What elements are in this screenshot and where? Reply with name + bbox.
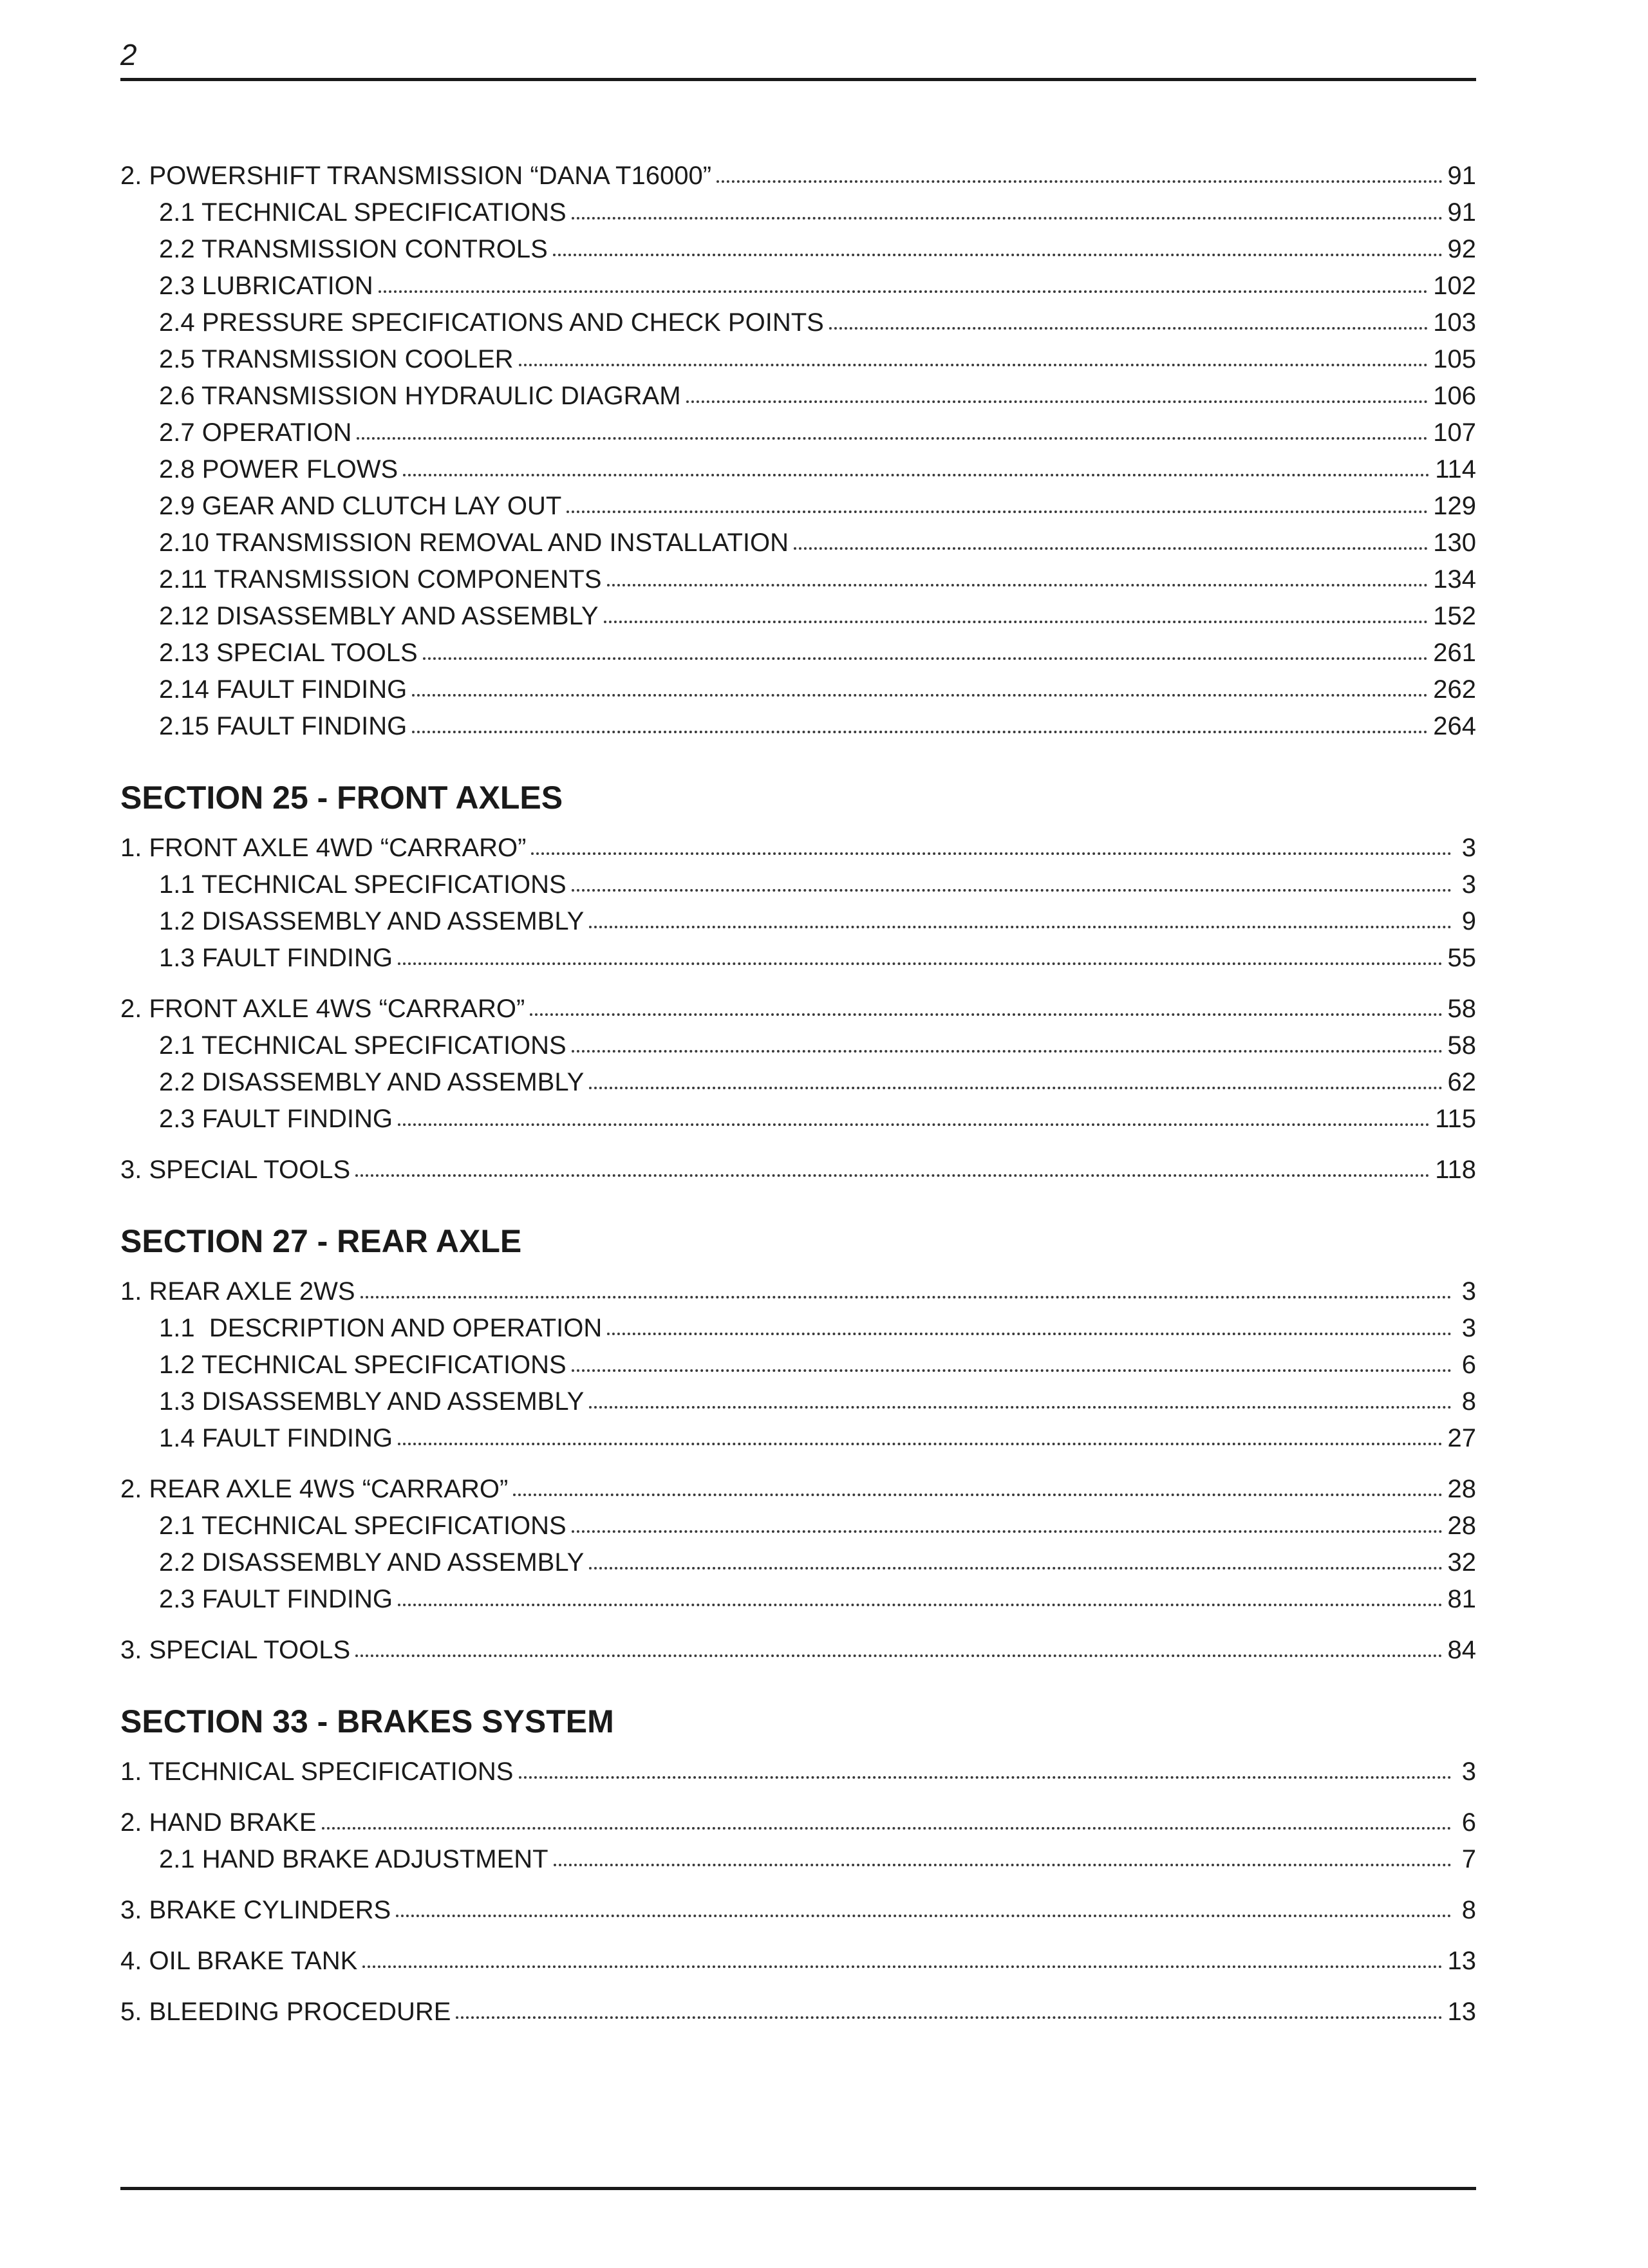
toc-entry-page: 92 <box>1447 235 1476 263</box>
toc-entry-title: 1.2 TECHNICAL SPECIFICATIONS <box>159 1351 566 1379</box>
section-heading: SECTION 25 - FRONT AXLES <box>120 780 563 816</box>
toc-entry[interactable] <box>120 991 1476 1027</box>
dot-leader <box>322 1821 1452 1830</box>
toc-entry[interactable] <box>159 1544 1476 1581</box>
toc-entry-title: 3. SPECIAL TOOLS <box>120 1636 351 1664</box>
toc-entry-title: 1. REAR AXLE 2WS <box>120 1277 355 1306</box>
toc-entry[interactable] <box>159 1420 1476 1457</box>
dot-leader <box>716 174 1442 183</box>
dot-leader <box>398 1597 1442 1606</box>
toc-entry[interactable] <box>159 1027 1476 1064</box>
toc-entry-page: 3 <box>1461 1277 1476 1306</box>
dot-leader <box>604 614 1428 623</box>
toc-entry[interactable] <box>159 671 1476 708</box>
dot-leader <box>412 724 1428 733</box>
dot-leader <box>398 956 1442 965</box>
toc-entry-title: 2.1 HAND BRAKE ADJUSTMENT <box>159 1845 548 1873</box>
toc-entry[interactable] <box>120 1943 1476 1980</box>
dot-leader <box>553 247 1443 256</box>
dot-leader <box>572 883 1452 892</box>
toc-entry-page: 3 <box>1461 1757 1476 1786</box>
toc-entry[interactable] <box>159 1347 1476 1383</box>
toc-entry-title: 2.3 FAULT FINDING <box>159 1105 393 1133</box>
toc-entry-page: 8 <box>1461 1896 1476 1924</box>
toc-entry[interactable] <box>159 940 1476 977</box>
dot-leader <box>589 919 1452 928</box>
toc-entry-page: 115 <box>1435 1105 1476 1133</box>
dot-leader <box>357 431 1428 440</box>
toc-entry-page: 114 <box>1435 455 1476 483</box>
toc-entry[interactable] <box>159 378 1476 415</box>
entry-spacer <box>120 1980 1476 1994</box>
toc-entry[interactable] <box>159 231 1476 268</box>
toc-entry[interactable] <box>159 1101 1476 1138</box>
toc-entry-title: 2.2 DISASSEMBLY AND ASSEMBLY <box>159 1548 585 1577</box>
toc-entry-title: 2.9 GEAR AND CLUTCH LAY OUT <box>159 492 562 520</box>
dot-leader <box>829 321 1428 330</box>
toc-entry-page: 102 <box>1433 272 1476 300</box>
dot-leader <box>572 1363 1452 1372</box>
footer-rule <box>120 2187 1476 2190</box>
toc-entry-page: 105 <box>1433 345 1476 373</box>
toc-entry-page: 58 <box>1447 995 1476 1023</box>
dot-leader <box>589 1080 1442 1089</box>
dot-leader <box>572 211 1443 220</box>
toc-entry[interactable] <box>159 1310 1476 1347</box>
toc-entry-title: 2.2 DISASSEMBLY AND ASSEMBLY <box>159 1068 585 1096</box>
toc-entry[interactable] <box>159 488 1476 525</box>
table-of-contents <box>120 158 1476 2030</box>
header-rule <box>120 78 1476 81</box>
toc-entry[interactable] <box>159 1508 1476 1544</box>
toc-entry-title: 2.3 LUBRICATION <box>159 272 373 300</box>
dot-leader <box>531 846 1452 855</box>
toc-entry[interactable] <box>159 1383 1476 1420</box>
toc-entry-page: 55 <box>1447 944 1476 972</box>
dot-leader <box>607 1326 1452 1335</box>
toc-entry-page: 130 <box>1433 529 1476 557</box>
toc-entry[interactable] <box>120 1754 1476 1790</box>
toc-entry-page: 62 <box>1447 1068 1476 1096</box>
toc-entry-title: 2. FRONT AXLE 4WS “CARRARO” <box>120 995 525 1023</box>
toc-entry-page: 6 <box>1461 1351 1476 1379</box>
toc-entry[interactable] <box>120 830 1476 867</box>
dot-leader <box>589 1560 1442 1570</box>
dot-leader <box>398 1436 1442 1445</box>
toc-entry-page: 84 <box>1447 1636 1476 1664</box>
toc-entry-title: 2.5 TRANSMISSION COOLER <box>159 345 514 373</box>
dot-leader <box>686 394 1428 403</box>
toc-entry-title: 2.6 TRANSMISSION HYDRAULIC DIAGRAM <box>159 382 681 410</box>
page-number: 2 <box>120 38 137 71</box>
toc-entry-title: 1. TECHNICAL SPECIFICATIONS <box>120 1757 514 1786</box>
toc-entry-title: 4. OIL BRAKE TANK <box>120 1947 358 1975</box>
toc-entry-title: 2.14 FAULT FINDING <box>159 675 407 704</box>
toc-entry-page: 9 <box>1461 907 1476 935</box>
toc-entry-title: 1.4 FAULT FINDING <box>159 1424 393 1452</box>
toc-entry-title: 1.1 DESCRIPTION AND OPERATION <box>159 1314 603 1342</box>
dot-leader <box>355 1168 1430 1177</box>
toc-entry-title: 2.13 SPECIAL TOOLS <box>159 639 418 667</box>
toc-entry[interactable] <box>120 158 1476 194</box>
dot-leader <box>572 1524 1443 1533</box>
toc-entry-page: 27 <box>1447 1424 1476 1452</box>
toc-entry[interactable] <box>159 194 1476 231</box>
entry-spacer <box>120 1138 1476 1152</box>
dot-leader <box>519 357 1428 366</box>
toc-entry-title: 2.8 POWER FLOWS <box>159 455 398 483</box>
entry-spacer <box>120 977 1476 991</box>
section-heading: SECTION 27 - REAR AXLE <box>120 1223 522 1259</box>
toc-entry-page: 28 <box>1447 1512 1476 1540</box>
toc-entry-page: 134 <box>1433 565 1476 594</box>
toc-entry-title: 2.4 PRESSURE SPECIFICATIONS AND CHECK POINTS <box>159 308 824 337</box>
toc-entry-title: 3. BRAKE CYLINDERS <box>120 1896 391 1924</box>
toc-entry[interactable] <box>159 305 1476 341</box>
dot-leader <box>607 577 1428 586</box>
dot-leader <box>362 1959 1442 1968</box>
entry-spacer <box>120 1790 1476 1804</box>
dot-leader <box>456 2010 1442 2019</box>
toc-entry[interactable] <box>120 1632 1476 1669</box>
toc-entry-title: 2.7 OPERATION <box>159 418 352 447</box>
toc-entry[interactable] <box>159 903 1476 940</box>
toc-entry-page: 7 <box>1461 1845 1476 1873</box>
dot-leader <box>403 467 1430 476</box>
toc-entry-title: 2.12 DISASSEMBLY AND ASSEMBLY <box>159 602 599 630</box>
toc-entry-title: 2. REAR AXLE 4WS “CARRARO” <box>120 1475 509 1503</box>
toc-entry-page: 81 <box>1447 1585 1476 1613</box>
dot-leader <box>530 1007 1442 1016</box>
toc-entry-page: 129 <box>1433 492 1476 520</box>
dot-leader <box>412 688 1428 697</box>
entry-spacer <box>120 1618 1476 1632</box>
toc-entry-page: 3 <box>1461 1314 1476 1342</box>
toc-entry-page: 13 <box>1447 1998 1476 2026</box>
toc-entry-page: 264 <box>1433 712 1476 740</box>
toc-entry-page: 13 <box>1447 1947 1476 1975</box>
dot-leader <box>519 1770 1452 1779</box>
toc-entry-page: 262 <box>1433 675 1476 704</box>
dot-leader <box>513 1487 1442 1496</box>
entry-spacer <box>120 1929 1476 1943</box>
toc-entry[interactable] <box>159 415 1476 451</box>
toc-entry[interactable] <box>159 598 1476 635</box>
toc-entry[interactable] <box>159 708 1476 745</box>
toc-entry-title: 1. FRONT AXLE 4WD “CARRARO” <box>120 834 527 862</box>
toc-entry[interactable] <box>159 1064 1476 1101</box>
toc-entry[interactable] <box>159 341 1476 378</box>
dot-leader <box>355 1648 1442 1657</box>
toc-entry-title: 2.1 TECHNICAL SPECIFICATIONS <box>159 198 566 227</box>
toc-entry-title: 1.3 FAULT FINDING <box>159 944 393 972</box>
toc-entry[interactable] <box>159 867 1476 903</box>
section-heading: SECTION 33 - BRAKES SYSTEM <box>120 1703 614 1739</box>
toc-entry[interactable] <box>120 1892 1476 1929</box>
dot-leader <box>794 541 1428 550</box>
toc-entry[interactable] <box>120 1804 1476 1841</box>
toc-entry[interactable] <box>159 1841 1476 1878</box>
toc-entry-title: 1.3 DISASSEMBLY AND ASSEMBLY <box>159 1387 585 1416</box>
toc-entry-title: 2.10 TRANSMISSION REMOVAL AND INSTALLATION <box>159 529 789 557</box>
toc-entry-title: 2.2 TRANSMISSION CONTROLS <box>159 235 548 263</box>
toc-entry[interactable] <box>120 1471 1476 1508</box>
toc-entry-title: 2. POWERSHIFT TRANSMISSION “DANA T16000” <box>120 162 712 190</box>
toc-entry-page: 28 <box>1447 1475 1476 1503</box>
toc-entry-title: 2.1 TECHNICAL SPECIFICATIONS <box>159 1512 566 1540</box>
toc-entry-page: 58 <box>1447 1031 1476 1060</box>
toc-entry[interactable] <box>159 525 1476 561</box>
dot-leader <box>589 1400 1452 1409</box>
toc-entry-page: 107 <box>1433 418 1476 447</box>
toc-entry-page: 106 <box>1433 382 1476 410</box>
dot-leader <box>398 1117 1430 1126</box>
toc-entry[interactable] <box>159 1581 1476 1618</box>
toc-entry-page: 118 <box>1435 1156 1476 1184</box>
toc-entry-title: 2.1 TECHNICAL SPECIFICATIONS <box>159 1031 566 1060</box>
toc-entry-page: 3 <box>1461 834 1476 862</box>
toc-entry-title: 2.11 TRANSMISSION COMPONENTS <box>159 565 602 594</box>
entry-spacer <box>120 1878 1476 1892</box>
toc-entry[interactable] <box>120 1152 1476 1188</box>
toc-entry-title: 1.1 TECHNICAL SPECIFICATIONS <box>159 870 566 899</box>
toc-entry-page: 261 <box>1433 639 1476 667</box>
dot-leader <box>423 651 1428 660</box>
toc-entry-page: 152 <box>1433 602 1476 630</box>
toc-entry-page: 32 <box>1447 1548 1476 1577</box>
entry-spacer <box>120 1457 1476 1471</box>
toc-entry[interactable] <box>159 561 1476 598</box>
toc-entry-page: 91 <box>1447 162 1476 190</box>
toc-entry[interactable] <box>159 451 1476 488</box>
toc-entry-title: 1.2 DISASSEMBLY AND ASSEMBLY <box>159 907 585 935</box>
toc-entry-page: 8 <box>1461 1387 1476 1416</box>
dot-leader <box>572 1044 1443 1053</box>
dot-leader <box>360 1289 1452 1298</box>
dot-leader <box>566 504 1428 513</box>
toc-entry-page: 3 <box>1461 870 1476 899</box>
dot-leader <box>379 284 1428 293</box>
toc-entry-title: 2.15 FAULT FINDING <box>159 712 407 740</box>
toc-entry[interactable] <box>159 635 1476 671</box>
dot-leader <box>554 1857 1452 1866</box>
toc-entry-page: 91 <box>1447 198 1476 227</box>
toc-entry-page: 103 <box>1433 308 1476 337</box>
toc-entry-title: 3. SPECIAL TOOLS <box>120 1156 351 1184</box>
toc-entry[interactable] <box>120 1994 1476 2030</box>
dot-leader <box>396 1908 1452 1917</box>
toc-entry-title: 2.3 FAULT FINDING <box>159 1585 393 1613</box>
toc-entry-page: 6 <box>1461 1808 1476 1837</box>
toc-entry-title: 2. HAND BRAKE <box>120 1808 317 1837</box>
toc-entry-title: 5. BLEEDING PROCEDURE <box>120 1998 451 2026</box>
toc-entry[interactable] <box>120 1273 1476 1310</box>
toc-entry[interactable] <box>159 268 1476 305</box>
